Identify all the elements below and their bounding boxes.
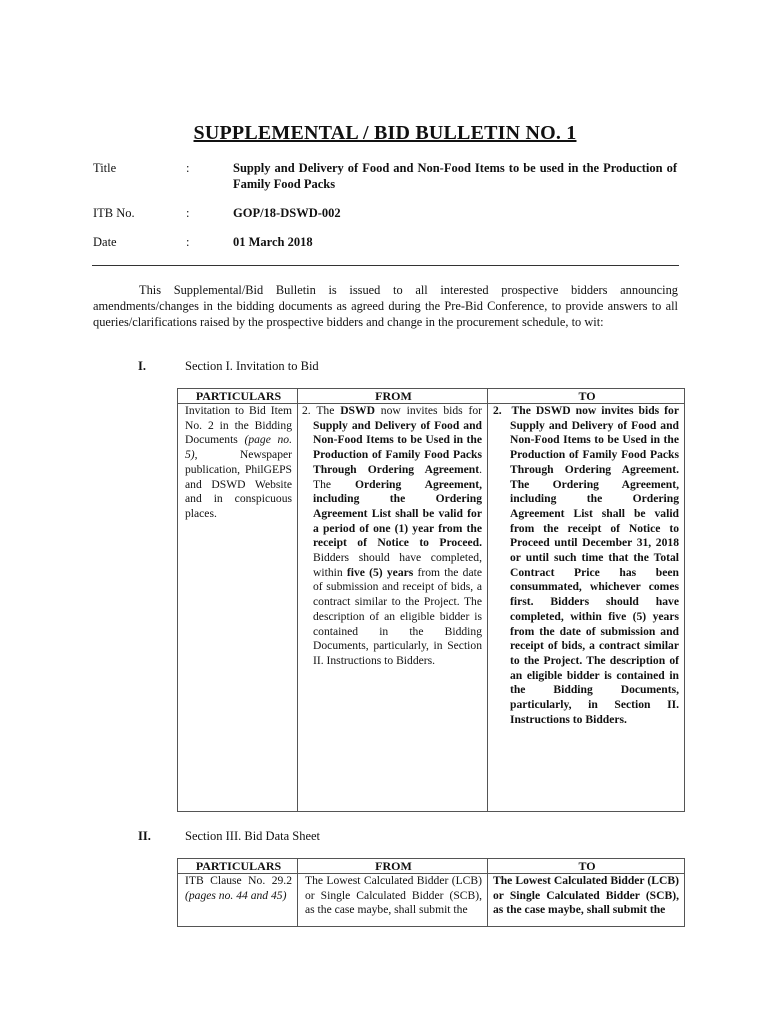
from-text-bold: Ordering Agreement, including the Ordering Agreement List shall be valid for a period of one (1) year from the receipt of Notice to Proceed. xyxy=(313,477,482,550)
table-row xyxy=(178,874,685,927)
meta-label: ITB No. xyxy=(93,206,135,220)
meta-value: 01 March 2018 xyxy=(233,235,313,249)
section-number: II. xyxy=(138,829,151,843)
to-text: The Lowest Calculated Bidder (LCB) or Single Calculated Bidder (SCB), as the case maybe, shall submit the xyxy=(493,874,679,917)
from-text-bold: Supply and Delivery of Food and Non-Food Items to be Used in the Production of Family Food Packs Through Ordering Agreement xyxy=(313,418,482,476)
to-text: The DSWD now invites bids for Supply and Delivery of Food and Non-Food Items to be Used in the Production of Family Food Packs Through Ordering Agreement. The Ordering Agreement, including the Ordering Agreement List shall be valid from the receipt of Notice to Proceed until December 31, 2018 or until such time that the Total Contract Price has been consummated, whichever comes first. Bidders should have completed, within five (5) years from the date of submission and receipt of bids, a contract similar to the Project. The description of an eligible bidder is contained in the Bidding Documents, particularly, in Section II. Instructions to Bidders. xyxy=(510,404,679,726)
header-to: TO xyxy=(488,389,685,404)
header-from: FROM xyxy=(298,859,488,874)
table-row xyxy=(178,404,685,812)
to-cell xyxy=(488,874,685,927)
particulars-text: Invitation to Bid Item No. 2 in the Bidding Documents xyxy=(185,404,292,447)
to-cell xyxy=(488,404,685,812)
particulars-page-ref: (page no. 5) xyxy=(185,433,292,462)
from-text: The Lowest Calculated Bidder (LCB) or Single Calculated Bidder (SCB), as the case maybe, shall submit the xyxy=(305,874,482,917)
to-item-number: 2. xyxy=(493,404,502,417)
from-text-bold: DSWD xyxy=(340,404,375,417)
from-text: . The xyxy=(313,462,482,491)
from-text-bold: five (5) years xyxy=(346,565,414,579)
section-table xyxy=(177,858,685,927)
to-clip xyxy=(493,874,679,924)
meta-value: Supply and Delivery of Food and Non-Food Items to be used in the Production of Family Food Packs xyxy=(233,161,677,191)
from-item xyxy=(302,404,482,669)
intro-paragraph: This Supplemental/Bid Bulletin is issued to all interested prospective bidders announcing amendments/changes in the bidding documents as agreed during the Pre-Bid Conference, to provide answers to all queries/clarifications raised by the prospective bidders and change in the procurement schedule, to wit: xyxy=(93,283,678,329)
from-text: now invites bids for xyxy=(374,404,482,417)
from-cell xyxy=(298,874,488,927)
header-to: TO xyxy=(488,859,685,874)
document-title: SUPPLEMENTAL / BID BULLETIN NO. 1 xyxy=(193,122,577,144)
meta-label: Date xyxy=(93,235,117,249)
from-cell xyxy=(298,404,488,812)
from-text: The xyxy=(316,404,341,417)
meta-value: GOP/18-DSWD-002 xyxy=(233,206,341,220)
particulars-text: ITB Clause No. 29.2 xyxy=(185,874,292,887)
from-item-number: 2. xyxy=(302,404,311,417)
section-title: Section III. Bid Data Sheet xyxy=(185,829,321,843)
header-particulars: PARTICULARS xyxy=(178,859,298,874)
particulars-cell xyxy=(178,874,298,927)
section-title: Section I. Invitation to Bid xyxy=(185,359,319,373)
particulars-clip xyxy=(185,874,292,924)
particulars-cell xyxy=(178,404,298,812)
from-clip xyxy=(305,874,482,924)
particulars-text-cont: , Newspaper publication, PhilGEPS and DSWD Website and in conspicuous places. xyxy=(185,448,292,520)
meta-label: Title xyxy=(93,161,117,175)
table-header-row xyxy=(178,859,685,874)
from-text: from the date of submission and receipt of bids, a contract similar to the Project. The description of an eligible bidder is contained in the Bidding Documents, particularly, in Section II. Instructions to Bidders. xyxy=(313,565,482,667)
header-divider xyxy=(92,265,679,266)
meta-colon: : xyxy=(186,235,190,249)
section-number: I. xyxy=(138,359,146,373)
header-particulars: PARTICULARS xyxy=(178,389,298,404)
to-item xyxy=(493,404,679,727)
from-text: Bidders should have completed, within xyxy=(313,551,482,579)
meta-colon: : xyxy=(186,161,190,175)
meta-colon: : xyxy=(186,206,190,220)
table-header-row xyxy=(178,389,685,404)
header-from: FROM xyxy=(298,389,488,404)
section-table xyxy=(177,388,685,812)
particulars-page-ref: (pages no. 44 and 45) xyxy=(185,888,287,902)
